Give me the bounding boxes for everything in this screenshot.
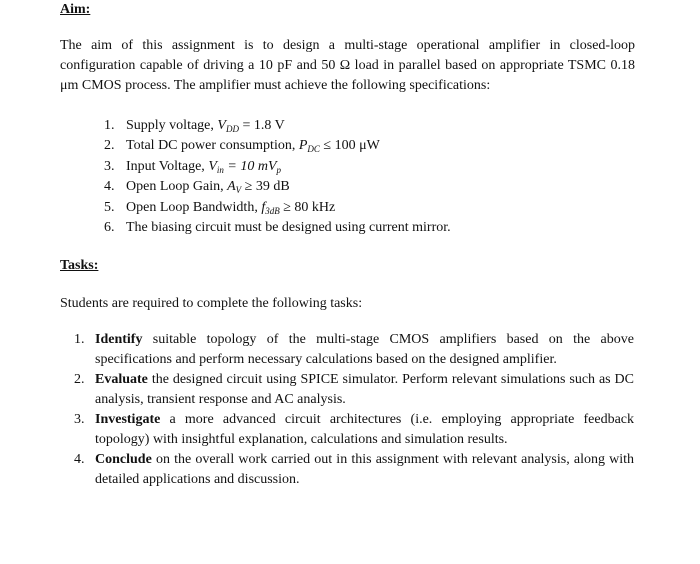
task-text: suitable topology of the multi-stage CMOS amplifiers based on the above specifications and perform necessary calculations based on the designed amplifier. <box>95 332 634 367</box>
spec-item <box>104 198 451 218</box>
spec-subscript: DC <box>307 144 320 155</box>
spec-value: = 1.8 V <box>238 118 285 133</box>
task-text: a more advanced circuit architectures (i.e. employing appropriate feedback topology) with insightful explanation, calculations and simulation results. <box>95 412 634 447</box>
task-item <box>74 330 634 370</box>
spec-number: 2. <box>104 138 115 154</box>
aim-paragraph: The aim of this assignment is to design a multi-stage operational amplifier in closed-loop configuration capable of driving a 10 pF and 50 Ω load in parallel based on appropriate TSMC 0.18 μm CMOS process. The amplifier must achieve the following specifications: <box>60 38 635 93</box>
task-item <box>74 410 634 450</box>
task-list <box>74 330 634 490</box>
tasks-heading: Tasks: <box>60 258 99 273</box>
task-keyword: Evaluate <box>95 372 148 387</box>
spec-label: Input Voltage, <box>126 158 209 174</box>
task-keyword: Investigate <box>95 412 161 427</box>
spec-item <box>104 157 451 177</box>
spec-item <box>104 136 451 156</box>
spec-symbol: V <box>217 118 226 133</box>
specification-list <box>104 116 451 238</box>
spec-symbol: A <box>227 179 236 195</box>
spec-symbol: f <box>261 199 266 215</box>
task-text: the designed circuit using SPICE simulator. Perform relevant simulations such as DC analysis, transient response and AC analysis. <box>95 372 634 407</box>
task-number: 3. <box>74 412 85 427</box>
spec-value-subscript: p <box>276 164 281 175</box>
spec-subscript: DD <box>225 124 239 134</box>
task-number: 2. <box>74 372 85 387</box>
spec-value: = 10 mV <box>223 158 277 174</box>
spec-subscript: V <box>235 185 242 196</box>
spec-number: 6. <box>104 219 115 235</box>
aim-heading: Aim: <box>60 2 91 17</box>
spec-symbol: P <box>298 138 308 154</box>
task-keyword: Conclude <box>95 452 152 467</box>
spec-value: ≥ 80 kHz <box>279 199 336 215</box>
spec-number: 3. <box>104 158 115 174</box>
spec-number: 1. <box>104 118 115 133</box>
task-number: 4. <box>74 452 85 467</box>
spec-item <box>104 218 451 238</box>
tasks-intro: Students are required to complete the following tasks: <box>60 296 363 311</box>
spec-value: ≥ 39 dB <box>241 179 290 195</box>
spec-item <box>104 116 451 136</box>
spec-label: Supply voltage, <box>126 118 218 133</box>
spec-symbol: V <box>208 158 217 174</box>
task-number: 1. <box>74 332 85 347</box>
spec-subscript: in <box>216 164 224 175</box>
spec-value: ≤ 100 μW <box>319 138 380 154</box>
task-keyword: Identify <box>95 332 143 347</box>
spec-number: 5. <box>104 199 115 215</box>
spec-number: 4. <box>104 179 115 195</box>
task-text: on the overall work carried out in this assignment with relevant analysis, along with detailed applications and discussion. <box>95 452 634 487</box>
spec-subscript: 3dB <box>265 205 280 216</box>
spec-label: Open Loop Bandwidth, <box>126 199 262 215</box>
spec-label: Open Loop Gain, <box>126 179 228 195</box>
task-item <box>74 370 634 410</box>
spec-text: The biasing circuit must be designed using current mirror. <box>126 219 451 235</box>
task-item <box>74 450 634 490</box>
spec-item <box>104 177 451 197</box>
spec-label: Total DC power consumption, <box>126 138 299 154</box>
